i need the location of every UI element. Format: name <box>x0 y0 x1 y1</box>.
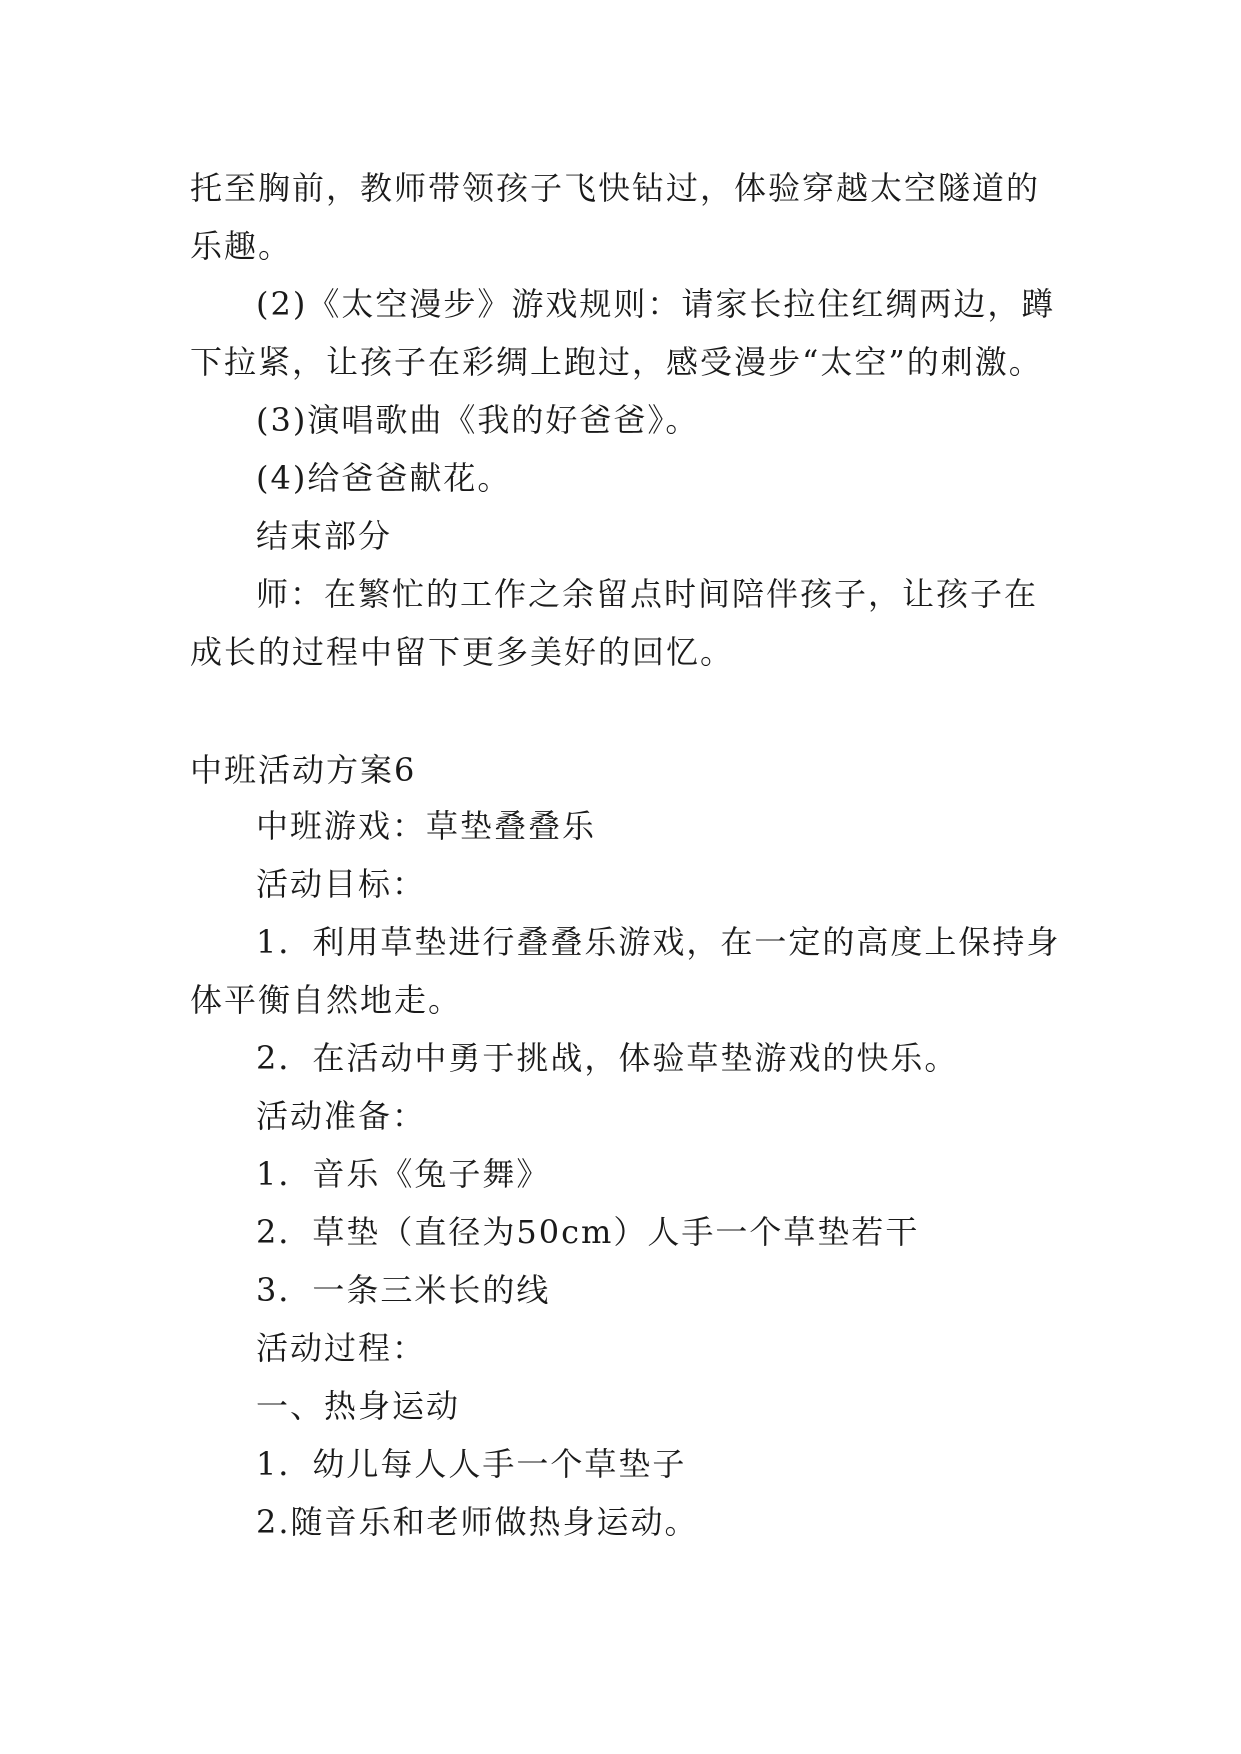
paragraph-sing-song: (3)演唱歌曲《我的好爸爸》。 <box>256 401 700 439</box>
preparation-item-3: 3．一条三米长的线 <box>256 1271 551 1309</box>
paragraph-tunnel-game-end: 托至胸前，教师带领孩子飞快钻过，体验穿越太空隧道的乐趣。 <box>190 169 1041 265</box>
heading-activity-preparation: 活动准备： <box>256 1097 427 1135</box>
warm-up-item-2: 2.随音乐和老师做热身运动。 <box>256 1503 699 1541</box>
heading-activity-goals: 活动目标： <box>256 865 427 903</box>
goal-item-2: 2．在活动中勇于挑战，体验草垫游戏的快乐。 <box>256 1039 959 1077</box>
goal-item-1: 1．利用草垫进行叠叠乐游戏，在一定的高度上保持身体平衡自然地走。 <box>190 923 1061 1019</box>
heading-activity-process: 活动过程： <box>256 1329 427 1367</box>
preparation-item-1: 1．音乐《兔子舞》 <box>256 1155 551 1193</box>
paragraph-give-flowers: (4)给爸爸献花。 <box>256 459 512 497</box>
paragraph-teacher-closing: 师：在繁忙的工作之余留点时间陪伴孩子，让孩子在成长的过程中留下更多美好的回忆。 <box>190 575 1039 671</box>
heading-warm-up: 一、热身运动 <box>256 1387 461 1425</box>
paragraph-space-walk-rule: (2)《太空漫步》游戏规则：请家长拉住红绸两边，蹲下拉紧，让孩子在彩绸上跑过，感受漫步“太空”的刺激。 <box>190 285 1056 381</box>
warm-up-item-1: 1．幼儿每人人手一个草垫子 <box>256 1445 687 1483</box>
section-title: 中班活动方案6 <box>190 751 417 789</box>
paragraph-ending-section: 结束部分 <box>256 517 393 555</box>
paragraph-game-name: 中班游戏：草垫叠叠乐 <box>256 807 597 845</box>
preparation-item-2: 2．草垫（直径为50cm）人手一个草垫若干 <box>256 1213 920 1251</box>
